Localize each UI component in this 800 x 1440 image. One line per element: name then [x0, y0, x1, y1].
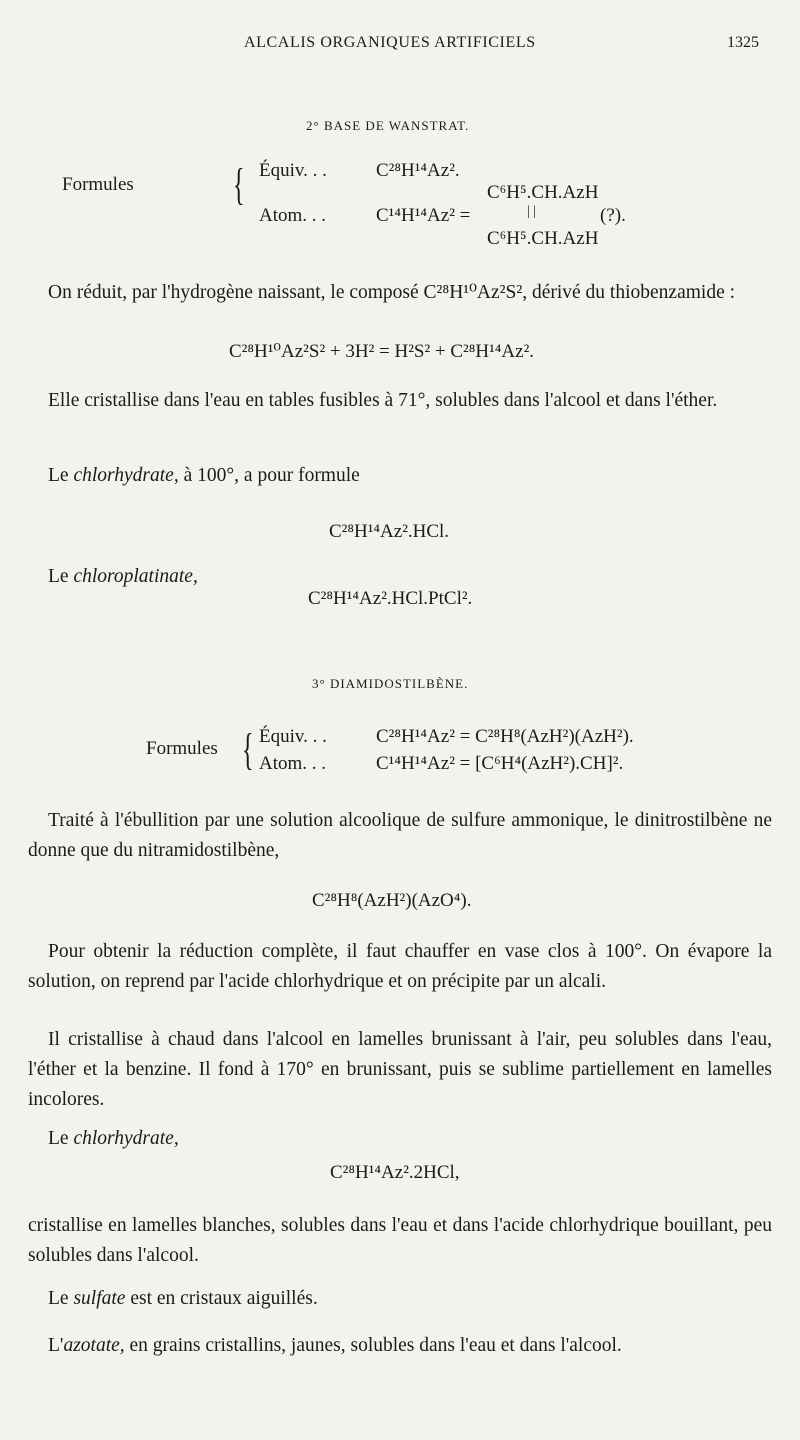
- chlorhydrate-term: chlorhydrate,: [73, 1128, 179, 1149]
- formulas-label: Formules: [62, 174, 134, 195]
- sulfate-term: sulfate: [73, 1288, 126, 1309]
- paragraph-white-lamellae: cristallise en lamelles blanches, solubles dans l'eau et dans l'acide chlorhydrique bouillant, peu solubles dans l'alcool.: [28, 1215, 772, 1266]
- paragraph-crystallizes-hot: Il cristallise à chaud dans l'alcool en lamelles brunissant à l'air, peu solubles dans l'eau, l'éther et la benzine. Il fond à 170° en brunissant, puis se sublime partiellement en lamelles incolores.: [28, 1029, 772, 1110]
- atom-label: Atom. . .: [259, 753, 327, 774]
- paragraph-sulfate: [28, 1284, 772, 1314]
- equiv-label: Équiv. . .: [259, 160, 327, 181]
- chlorhydrate-formula: C²⁸H¹⁴Az².2HCl,: [330, 1162, 460, 1183]
- text: Le: [48, 1288, 69, 1309]
- atom-formula: C¹⁴H¹⁴Az² = [C⁶H⁴(AzH²).CH]².: [376, 753, 624, 774]
- text: est en cristaux aiguillés.: [130, 1288, 318, 1309]
- equiv-formula: C²⁸H¹⁴Az² = C²⁸H⁸(AzH²)(AzH²).: [376, 726, 634, 747]
- chlorhydrate-formula: C²⁸H¹⁴Az².HCl.: [329, 521, 450, 542]
- section-title-wanstrat: 2° BASE DE WANSTRAT.: [306, 118, 470, 133]
- text: en grains cristallins, jaunes, solubles dans l'eau et dans l'alcool.: [129, 1335, 622, 1356]
- section-title-diamidostilbene: 3° DIAMIDOSTILBÈNE.: [312, 676, 469, 691]
- atom-structure-bottom: C⁶H⁵.CH.AzH: [487, 228, 599, 249]
- left-brace: {: [233, 160, 245, 209]
- equiv-label: Équiv. . .: [259, 726, 327, 747]
- left-brace: {: [242, 725, 254, 774]
- paragraph-ebullition: Traité à l'ébullition par une solution alcoolique de sulfure ammonique, le dinitrostilbène ne donne que du nitramidostilbène,: [28, 810, 772, 861]
- azotate-term: azotate,: [63, 1335, 125, 1356]
- paragraph-reduction-complete: Pour obtenir la réduction complète, il faut chauffer en vase clos à 100°. On évapore la solution, on reprend par l'acide chlorhydrique et on précipite par un alcali.: [28, 941, 772, 992]
- paragraph-crystallization: Elle cristallise dans l'eau en tables fusibles à 71°, solubles dans l'alcool et dans l'éther.: [48, 390, 718, 411]
- paragraph-chlorhydrate: [28, 461, 772, 491]
- reaction-equation: C²⁸H¹⁰Az²S² + 3H² = H²S² + C²⁸H¹⁴Az².: [229, 341, 535, 362]
- nitramido-formula: C²⁸H⁸(AzH²)(AzO⁴).: [312, 890, 472, 911]
- chloroplatinate-formula: C²⁸H¹⁴Az².HCl.PtCl².: [308, 588, 473, 609]
- atom-structure-top: C⁶H⁵.CH.AzH: [487, 182, 599, 203]
- text: à 100°, a pour formule: [183, 465, 360, 486]
- atom-formula: C¹⁴H¹⁴Az² =: [376, 205, 471, 226]
- text: Le: [48, 465, 69, 486]
- paragraph-reduction: On réduit, par l'hydrogène naissant, le composé C²⁸H¹⁰Az²S², dérivé du thiobenzamide :: [48, 282, 736, 303]
- atom-structure-uncertain: (?).: [600, 205, 626, 226]
- chloroplatinate-term: chloroplatinate,: [73, 566, 198, 587]
- text: L': [48, 1335, 64, 1356]
- atom-label: Atom. . .: [259, 205, 327, 226]
- running-title: ALCALIS ORGANIQUES ARTIFICIELS: [244, 34, 536, 51]
- formulas-label: Formules: [146, 738, 218, 759]
- text: Le: [48, 1128, 69, 1149]
- equiv-formula: C²⁸H¹⁴Az².: [376, 160, 460, 181]
- paragraph-azotate: [28, 1331, 772, 1361]
- page-number: 1325: [727, 34, 759, 51]
- text: Le: [48, 566, 69, 587]
- paragraph-chlorhydrate: [28, 1124, 772, 1154]
- atom-structure-bonds: | |: [527, 204, 537, 219]
- chlorhydrate-term: chlorhydrate,: [73, 465, 179, 486]
